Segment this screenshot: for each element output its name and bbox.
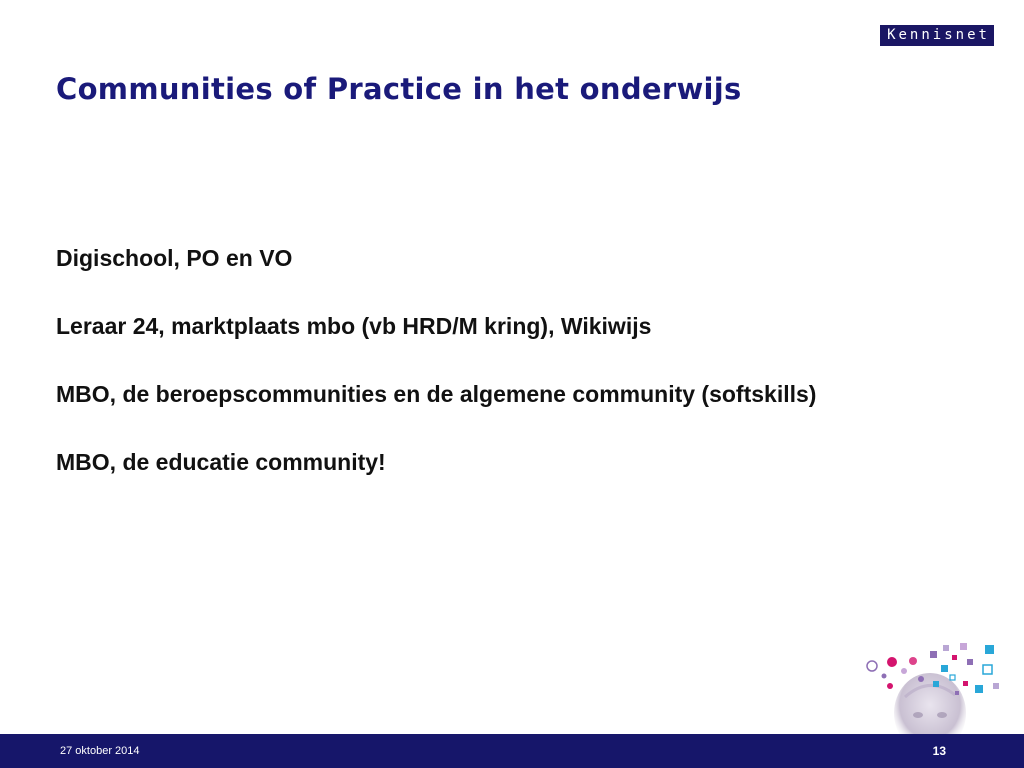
slide-title: Communities of Practice in het onderwijs [56, 72, 742, 106]
child-face-mosaic-illustration [855, 635, 1005, 735]
slide-content [56, 241, 876, 513]
bullet-item: Digischool, PO en VO [56, 245, 293, 271]
bullet-item: Leraar 24, marktplaats mbo (vb HRD/M kring), Wikiwijs [56, 313, 652, 339]
page-number: 13 [932, 744, 946, 758]
kennisnet-logo: Kennisnet [880, 25, 994, 46]
bullet-item: MBO, de educatie community! [56, 449, 386, 475]
footer-date: 27 oktober 2014 [60, 745, 140, 757]
bullet-item: MBO, de beroepscommunities en de algemene community (softskills) [56, 381, 817, 407]
footer-bar [0, 734, 1024, 768]
